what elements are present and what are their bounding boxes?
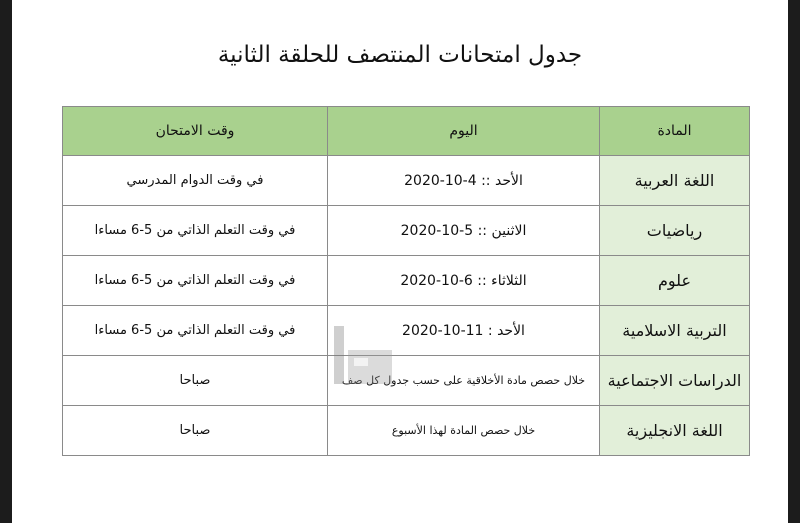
cell-exam-time: في وقت التعلم الذاتي من 5-6 مساءا (63, 256, 328, 306)
cell-day: خلال حصص مادة الأخلاقية على حسب جدول كل صف (328, 356, 600, 406)
header-day: اليوم (328, 107, 600, 156)
cell-day: الأحد :: 4-10-2020 (328, 156, 600, 206)
cell-exam-time: صباحا (63, 356, 328, 406)
cell-subject: التربية الاسلامية (600, 306, 750, 356)
cell-subject: اللغة العربية (600, 156, 750, 206)
table-header-row (63, 107, 750, 156)
cell-day: الاثنين :: 5-10-2020 (328, 206, 600, 256)
table-row (63, 256, 750, 306)
cell-exam-time: في وقت التعلم الذاتي من 5-6 مساءا (63, 306, 328, 356)
table-row (63, 156, 750, 206)
page-title: جدول امتحانات المنتصف للحلقة الثانية (217, 42, 583, 68)
cell-exam-time: صباحا (63, 406, 328, 456)
table-row (63, 356, 750, 406)
table-row (63, 406, 750, 456)
header-subject: المادة (600, 107, 750, 156)
table-row (63, 306, 750, 356)
cell-day: الثلاثاء :: 6-10-2020 (328, 256, 600, 306)
cell-exam-time: في وقت الدوام المدرسي (63, 156, 328, 206)
cell-day: خلال حصص المادة لهذا الأسبوع (328, 406, 600, 456)
table-row (63, 206, 750, 256)
cell-subject: اللغة الانجليزية (600, 406, 750, 456)
header-exam-time: وقت الامتحان (63, 107, 328, 156)
exam-schedule-table (62, 106, 750, 456)
cell-subject: علوم (600, 256, 750, 306)
site-logo-watermark-icon (328, 320, 398, 390)
cell-subject: رياضيات (600, 206, 750, 256)
cell-subject: الدراسات الاجتماعية (600, 356, 750, 406)
cell-day: الأحد : 11-10-2020 (328, 306, 600, 356)
document-page (12, 0, 788, 523)
cell-exam-time: في وقت التعلم الذاتي من 5-6 مساءا (63, 206, 328, 256)
